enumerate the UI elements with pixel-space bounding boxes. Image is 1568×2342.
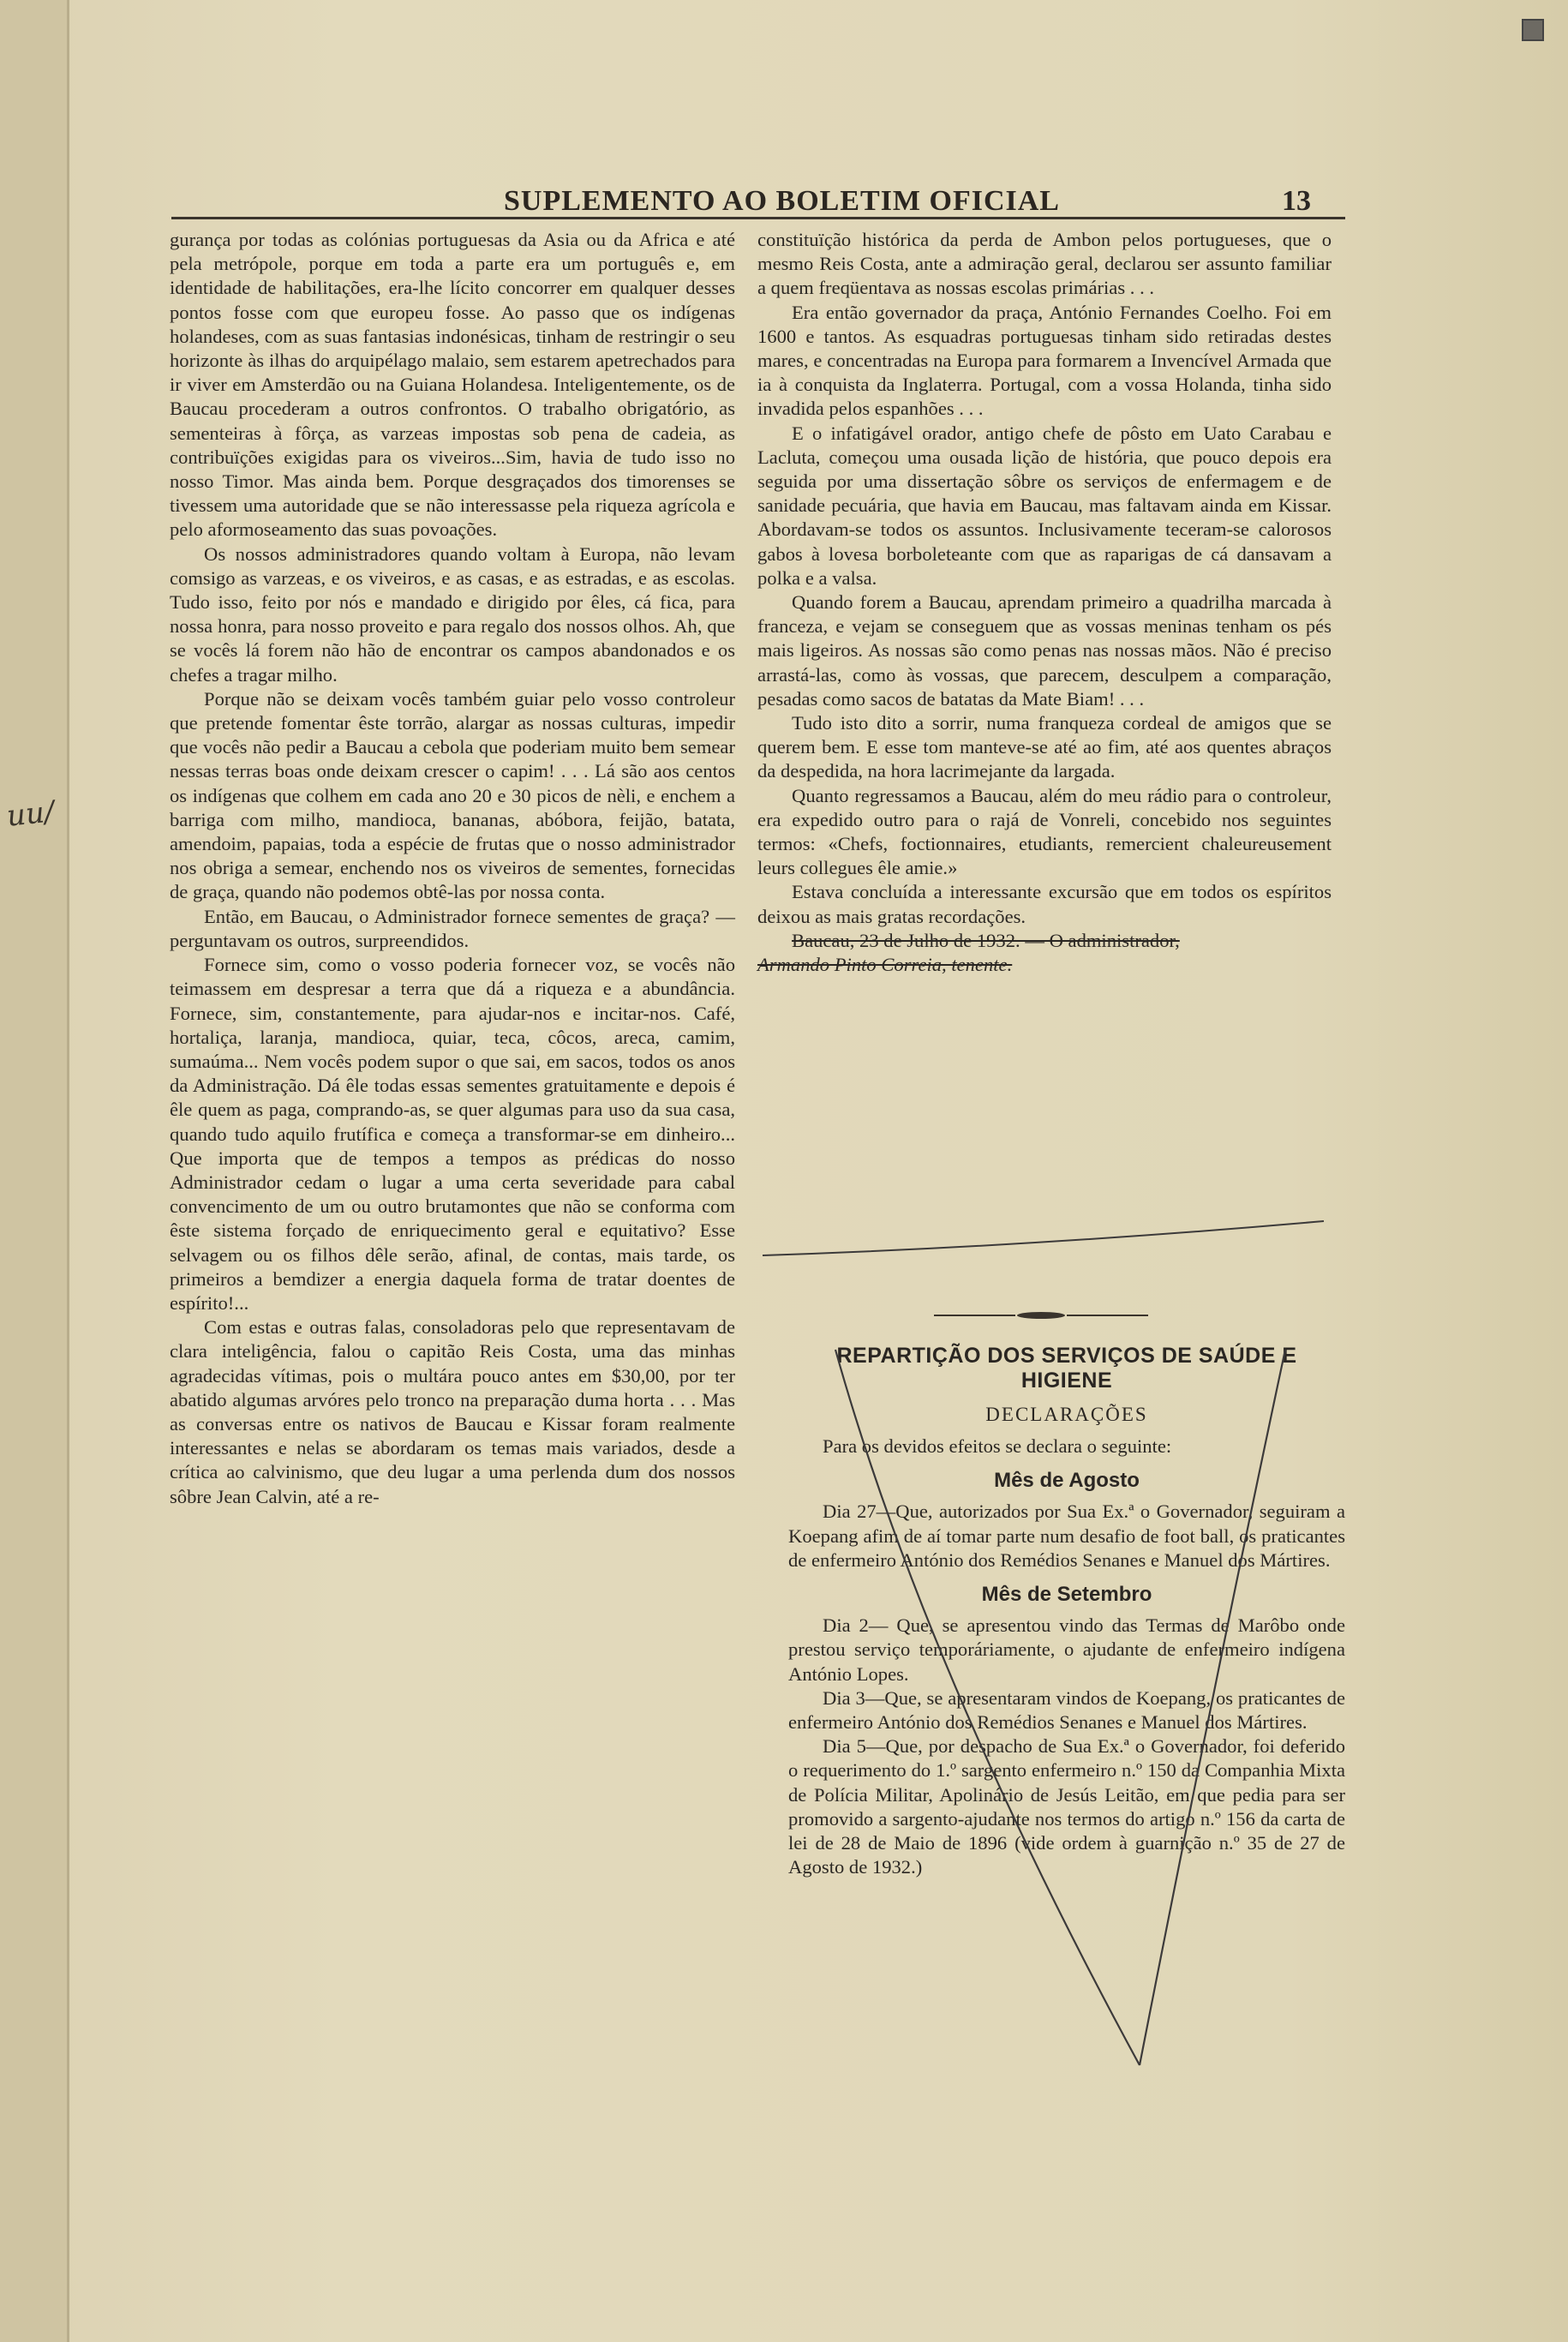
paragraph: E o infatigável orador, antigo chefe de pôsto em Uato Carabau e Lacluta, começou uma ousada lição de história, que pouco depois era seguida por uma dissertação sôbre os serviços de enfermagem e de sanidade pecuária, que havia em Baucau, mas faltavam ainda em Kissar. Abordavam-se todos os assuntos. Inclusivamente teceram-se calorosos gabos à lovesa borboleteante com que as raparigas de cá dansavam a polka e a valsa. <box>757 422 1332 589</box>
paragraph: gurança por todas as colónias portuguesas da Asia ou da Africa e até pela metrópole, porque em toda a parte era um português e, em identidade de habilitações, era-lhe lícito concorrer em qualquer desses pontos fosse com que europeu fosse. Ao passo que os indígenas holandeses, com as suas fantasias indonésicas, tinham de restringir o seu horizonte às ilhas do arquipélago malaio, sem estarem apetrechados para ir viver em Amsterdão ou na Guiana Holandesa. Inteligentemente, os de Baucau procederam a outros confrontos. O trabalho obrigatório, as sementeiras à fôrça, as varzeas impostas sob pena de cadeia, as contribuïções exigidas para os viveiros...Sim, havia de tudo isso no nosso Timor. Mas ainda bem. Porque desgraçados dos timorenses se tivessem uma autoridade que se não interessasse pela riqueza agrícola e pelo aformoseamento das suas povoações. <box>170 229 735 541</box>
corner-mark <box>1522 19 1544 41</box>
paragraph: Estava concluída a interessante excursão que em todos os espíritos deixou as mais gratas recordações. <box>757 881 1332 927</box>
paragraph: Com estas e outras falas, consoladoras pelo que representavam de clara inteligência, falou o capitão Reis Costa, uma das minhas agradecidas vítimas, pois o multára pouco antes em $30,00, por ter abatido algumas arvóres pelo tronco na preparação duma horta . . . Mas as conversas entre os nativos de Baucau e Kissar foram realmente interessantes e nelas se abordaram os temas mais variados, desde a crítica ao calvinismo, que deu lugar a uma perlenda dum dos nossos sôbre Jean Calvin, até a re- <box>170 1316 735 1507</box>
month-heading: Mês de Agosto <box>994 1469 1140 1493</box>
paragraph: Então, em Baucau, o Administrador fornece sementes de graça? — perguntavam os outros, surpreendidos. <box>170 905 735 951</box>
paragraph: Os nossos administradores quando voltam à Europa, não levam comsigo as varzeas, e os viveiros, e as casas, e as estradas, e as escolas. Tudo isso, feito por nós e mandado e dirigido por êles, cá fica, para nossa honra, para nosso proveito e para regalo dos nossos olhos. Ah, que se vocês lá forem não hão de encontrar os campos abandonados e os chefes a tragar milho. <box>170 542 735 686</box>
ornament-divider <box>934 1311 1148 1320</box>
left-column <box>170 228 735 1509</box>
declaration-entry: Dia 3—Que, se apresentaram vindos de Koepang, os praticantes de enfermeiro António dos Remédios Senanes e Manuel dos Mártires. <box>788 1686 1345 1734</box>
margin-handwriting: uu/ <box>5 794 57 834</box>
declaration-entry: Dia 27—Que, autorizados por Sua Ex.ª o Governador, seguiram a Koepang afim de aí tomar parte num desafio de foot ball, os praticantes de enfermeiro António dos Remédios Senanes e Manuel dos Mártires. <box>788 1500 1345 1571</box>
paragraph: Porque não se deixam vocês também guiar pelo vosso controleur que pretende fomentar êste torrão, alargar as nossas culturas, impedir que vocês não pedir a Baucau a cebola que poderiam muito bem semear nessas terras boas onde deixam crescer o capim! . . . Lá são aos centos os indígenas que colhem em cada ano 20 e 30 picos de nèli, e enchem a barriga com milho, mandioca, bananas, abóbora, feijão, batata, amendoim, papaias, toda a espécie de frutas que o nosso administrador nos obriga a semear, enchendo nos os viveiros de sementes, fornecidas de graça, quando não podemos obtê-las por nossa conta. <box>170 687 735 903</box>
header-title: SUPLEMENTO AO BOLETIM OFICIAL <box>504 185 1060 217</box>
section-title: REPARTIÇÃO DOS SERVIÇOS DE SAÚDE E HIGIENE <box>836 1344 1297 1393</box>
month-heading: Mês de Setembro <box>981 1583 1152 1607</box>
declaration-entry: Dia 2— Que, se apresentou vindo das Termas de Marôbo onde prestou serviço temporáriamente, o ajudante de enfermeiro indígena António Lopes. <box>788 1614 1345 1685</box>
signature-date: Baucau, 23 de Julho de 1932. — O administrador, <box>792 929 1180 951</box>
gutter-line <box>67 0 69 2342</box>
intro-text: Para os devidos efeitos se declara o seguinte: <box>823 1435 1172 1457</box>
paragraph: Era então governador da praça, António Fernandes Coelho. Foi em 1600 e tantos. As esquadras portuguesas tinham sido retiradas destes mares, e concentradas na Europa para formarem a Invencível Armada que ia à conquista da Inglaterra. Portugal, com a vossa Holanda, tinha sido invadida pelos espanhões . . . <box>757 301 1332 420</box>
header-rule <box>171 217 1345 219</box>
page-number: 13 <box>1282 185 1311 217</box>
right-column <box>757 228 1332 977</box>
section-subtitle: DECLARAÇÕES <box>985 1404 1148 1425</box>
binding-spine <box>0 0 67 2342</box>
health-declarations <box>788 1344 1345 1879</box>
paragraph: Tudo isto dito a sorrir, numa franqueza cordeal de amigos que se querem bem. E esse tom manteve-se até ao fim, até aos quentes abraços da despedida, na hora lacrimejante da largada. <box>757 712 1332 782</box>
page-header <box>171 185 1345 217</box>
paragraph: Fornece sim, como o vosso poderia fornecer voz, se vocês não teimassem em despresar a terra que dá a riqueza e a abundância. Fornece, sim, constantemente, para ajudar-nos e incitar-nos. Café, hortaliça, laranja, mandioca, quiar, teca, côcos, areca, camim, sumaúma... Nem vocês podem supor o que sai, em sacos, todos os anos da Administração. Dá êle todas essas sementes gratuitamente e depois é êle quem as paga, comprando-as, se quer algumas para uso da sua casa, quando tudo aquilo frutífica e começa a transformar-se em dinheiro... Que importa que de tempos a tempos as prédicas do nosso Administrador cedam o lugar a uma certa severidade para cabal convencimento de um ou outro brutamontes que não se conforma com êste sistema forçado de enriquecimento geral e equitativo? Esse selvagem ou os filhos dêle serão, afinal, de contas, mais tarde, os primeiros a bemdizer a energia daquela forma de tratar doentes de espírito!... <box>170 954 735 1314</box>
declaration-entry: Dia 5—Que, por despacho de Sua Ex.ª o Governador, foi deferido o requerimento do 1.º sargento enfermeiro n.º 150 da Companhia Mixta de Polícia Militar, Apolinário de Jesús Leitão, em que pedia para ser promovido a sargento-ajudante nos termos do artigo n.º 156 da carta de lei de 28 de Maio de 1896 (vide ordem à guarnição n.º 35 de 27 de Agosto de 1932.) <box>788 1735 1345 1878</box>
paragraph: Quanto regressamos a Baucau, além do meu rádio para o controleur, era expedido outro para o rajá de Vonreli, concebido nos seguintes termos: «Chefs, foctionnaires, etudiants, remercient chaleureusement leurs collegues êle amie.» <box>757 784 1332 879</box>
signature-name: Armando Pinto Correia, tenente. <box>757 954 1013 976</box>
paragraph: Quando forem a Baucau, aprendam primeiro a quadrilha marcada à franceza, e vejam se conseguem que as vossas meninas tenham os pés mais ligeiros. As nossas são como penas nas nossas mãos. Não é preciso arrastá-las, como às vossas, que parecem, desculpem a comparação, pesadas como sacos de batatas da Mate Biam! . . . <box>757 591 1332 710</box>
paragraph: constituïção histórica da perda de Ambon pelos portugueses, que o mesmo Reis Costa, ante a admiração geral, declarou ser assunto familiar a quem freqüentava as nossas escolas primárias . . . <box>757 229 1332 299</box>
